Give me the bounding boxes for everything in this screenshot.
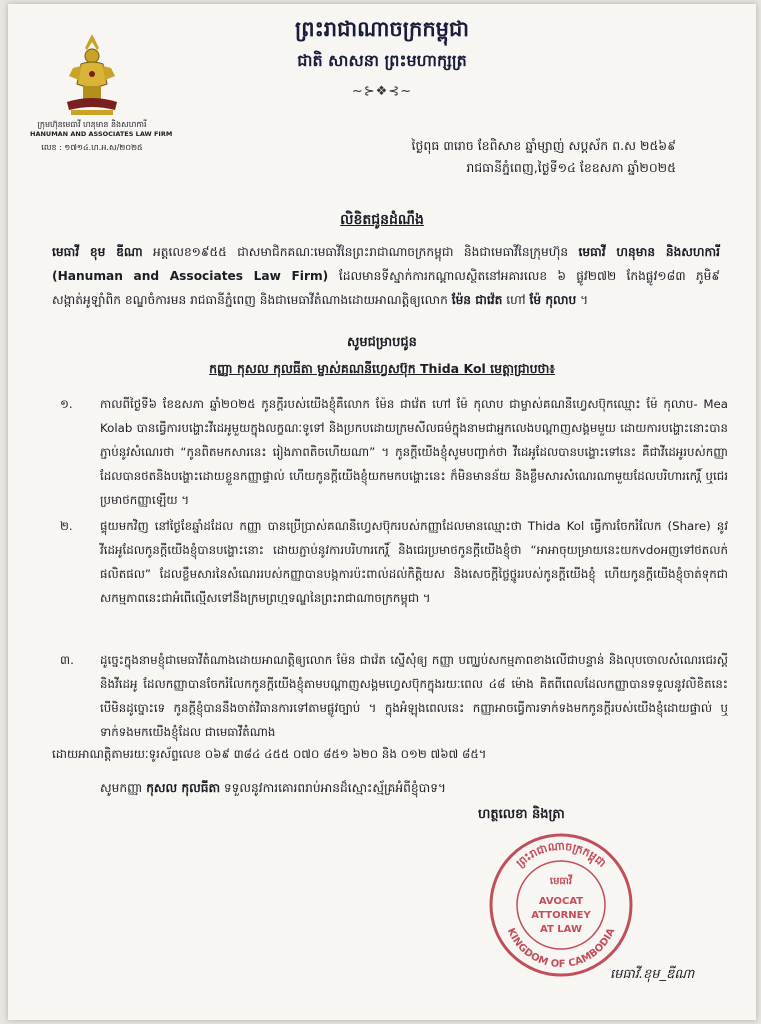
client-name: ម៉ែន ជាវ៉េត (451, 293, 503, 307)
stamp-line-1: AVOCAT (538, 896, 584, 907)
document-title: លិខិតជូនដំណឹង (340, 212, 424, 228)
list-item (52, 648, 728, 744)
item-text: កាលពីថ្ងៃទី៦ ខែឧសភា ឆ្នាំ២០២៥ កូនក្តីរបស់យើងខ្ញុំគឺលោក ម៉ែន ជាវ៉េត ហៅ ម៉ែ កុលាប ជាម្ចាស់គណនីហ្វេសប៊ុកឈ្មោះ ម៉ែ កុលាប- Mea Kolab បានធ្វើការបង្ហោះវីដេអូមួយក្នុងលក្ខណៈទូទៅ និងប្រកបដោយក្រមសីលធម៌ក្នុងនាមជាអ្នកលេងបណ្តាញសង្គមមួយ ដោយការបង្ហោះនោះបានភ្ជាប់នូវសំណេរថា “កូនពិតមកសារនេះ រៀងភាពតិចហើយណា” ។ កូនក្តីយើងខ្ញុំសូមបញ្ជាក់ថា វីដេអូដែលបានបង្ហោះទៅនេះ គឺជាវីដេអូរបស់កញ្ញាដែលបានថតនិងបង្ហោះដោយខ្លួនកញ្ញាផ្ទាល់ ហើយកូនក្តីយើងខ្ញុំយកមកបង្ហោះនេះ ក៏មិនមានន័យ និងខ្លឹមសារសំណេរណាមួយដែលបរិហារកេរ្តិ៍ ឬជេរប្រមាថកញ្ញាឡើយ ។ (100, 397, 728, 507)
stamp-line-3: AT LAW (540, 924, 582, 935)
intro-end: ។ (576, 293, 589, 307)
closing-line (100, 776, 720, 800)
kingdom-heading: ព្រះរាជាណាចក្រកម្ពុជា (294, 16, 469, 41)
closing-post: ទទួលនូវការគោរពរាប់អានដ៏ស្មោះស្ម័គ្រអំពីខ្ញុំបាទ។ (220, 781, 446, 795)
firm-name-khmer: ក្រុមហ៊ុនមេធាវី ហនុមាន និងសហការី (37, 120, 147, 129)
lawyer-name: មេធាវី ខុម ឌីណា (52, 245, 143, 259)
intro-text-3: ហៅ (502, 293, 530, 307)
stamp-center-khmer: មេធាវី (549, 876, 573, 887)
contact-line: ដោយអាណត្តិតាមរយៈទូរស័ព្ទលេខ ០៦៩ ៣៨៤ ៤៥៥ ០៧០ ៨៥១ ៦២០ និង ០១២ ៧៦៧ ៨៥។ (52, 747, 487, 761)
recipient-line: កញ្ញា កុសល កុលធីតា ម្ចាស់គណនីហ្វេសប៊ុក Thida Kol មេត្តាជ្រាបថា៖ (209, 361, 555, 376)
official-stamp (486, 830, 636, 980)
reference-number: លេខ : ១៧១៤.ហ.អ.ស/២០២៥ (41, 143, 143, 152)
list-item (52, 392, 728, 512)
item-number: ៣. (60, 653, 74, 667)
client-alias: ម៉ែ កុលាប (529, 293, 577, 307)
solar-date: រាជធានីភ្នំពេញ,ថ្ងៃទី១៤ ខែឧសភា ឆ្នាំ២០២៥ (466, 160, 676, 175)
intro-paragraph (52, 240, 720, 312)
closing-name: កុសល កុលធីតា (146, 781, 221, 795)
signer-name: មេធាវី.ខុម_ឌីណា (610, 967, 695, 982)
intro-text-2: ដែលមានទីស្នាក់ការកណ្តាលស្ថិតនៅអគារលេខ ៦ ផ្លូវ២៧២ កែងផ្លូវ១៨៣ ភូមិ៩ សង្កាត់អូឡាំពិក ខណ្ឌចំការមន រាជធានីភ្នំពេញ និងជាមេធាវីតំណាងដោយអាណត្តិឲ្យលោក (52, 269, 720, 307)
subheading: សូមជម្រាបជូន (347, 335, 417, 350)
firm-name-inline: មេធាវី ហនុមាន និងសហការី (578, 245, 720, 259)
lunar-date: ថ្ងៃពុធ ៣រោច ខែពិសាខ ឆ្នាំម្សាញ់ សប្តស័ក ព.ស ២៥៦៩ (411, 138, 676, 153)
stamp-arc-top: ព្រះរាជាណាចក្រកម្ពុជា (513, 839, 609, 870)
item-text: ផ្ទុយមកវិញ នៅថ្ងៃខែឆ្នាំដដែល កញ្ញា បានប្រើប្រាស់គណនីហ្វេសប៊ុករបស់កញ្ញាដែលមានឈ្មោះថា Thida Kol ធ្វើការចែករំលែក (Share) នូវវីដេអូដែលកូនក្តីយើងខ្ញុំបានបង្ហោះនោះ ដោយភ្ជាប់នូវការបរិហារកេរ្តិ៍ និងជេរប្រមាថកូនក្តីយើងខ្ញុំថា “អាអាចុយម្រាយនេះយកvdoអញទៅថតលក់ផលិតផល” ដែលខ្លឹមសារនៃសំណេររបស់កញ្ញាបានបង្កការប៉ះពាល់ដល់កិត្តិយស និងសេចក្តីថ្លៃថ្នូររបស់កូនក្តីយើងខ្ញុំ ហើយកូនក្តីយើងខ្ញុំចាត់ទុកជាសកម្មភាពនេះជាអំពើល្មើសទៅនឹងក្រមព្រហ្មទណ្ឌនៃព្រះរាជាណាចក្រកម្ពុជា ។ (100, 519, 728, 605)
firm-name-english-inline: (Hanuman and Associates Law Firm) (52, 269, 339, 283)
stamp-line-2: ATTORNEY (531, 910, 591, 921)
signature-title: ហត្ថលេខា និងត្រា (478, 807, 565, 822)
letter-page (8, 4, 756, 1020)
intro-text: អត្តលេខ១៩៥៥ ជាសមាជិកគណៈមេធាវីនៃព្រះរាជាណាចក្រកម្ពុជា និងជាមេធាវីនៃក្រុមហ៊ុន (142, 245, 579, 259)
national-motto: ជាតិ សាសនា ព្រះមហាក្សត្រ (297, 51, 467, 70)
ornament-divider: ~⊱❖⊰~ (351, 84, 413, 99)
item-number: ១. (60, 397, 73, 411)
item-text: ដូច្នេះក្នុងនាមខ្ញុំជាមេធាវីតំណាងដោយអាណត្តិឲ្យលោក ម៉ែន ជាវ៉េត ស្នើសុំឲ្យ កញ្ញា បញ្ឈប់សកម្មភាពខាងលើជាបន្ទាន់ និងលុបចោលសំណេរជេរស្តី និងវីដេអូ ដែលកញ្ញាបានចែករំលែកកូនក្តីយើងខ្ញុំតាមបណ្តាញសង្គមហ្វេសប៊ុកក្នុងរយៈពេល ៤៨ ម៉ោង គិតពីពេលដែលកញ្ញាបានទទួលនូវលិខិតនេះ បើមិនដូច្នោះទេ កូនក្តីខ្ញុំបាននឹងចាត់វិធានការទៅតាមផ្លូវច្បាប់ ។ ក្នុងអំឡុងពេលនេះ កញ្ញាអាចធ្វើការទាក់ទងមកកូនក្តីរបស់យើងខ្ញុំដោយផ្ទាល់ ឬទាក់ទងមកយើងខ្ញុំដែល ជាមេធាវីតំណាង (100, 653, 728, 739)
stamp-arc-bottom: KINGDOM OF CAMBODIA (504, 926, 618, 971)
firm-name-english: HANUMAN AND ASSOCIATES LAW FIRM (30, 130, 173, 138)
item-number: ២. (60, 519, 73, 533)
closing-pre: សូមកញ្ញា (100, 781, 147, 795)
list-item (52, 514, 728, 610)
